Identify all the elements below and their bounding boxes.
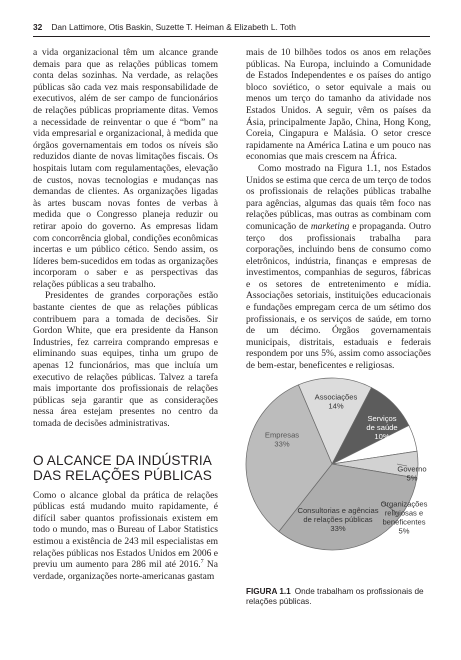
right-paragraph-1: mais de 10 bilhões todos os anos em relações públicas. Na Europa, incluindo a Comunidade de Estados Independentes e os países do antigo bloco soviético, o setor equivale a mais ou menos um terço do tamanho da atividade nos Estados Unidos. A seguir, vêm os países da Ásia, principalmente Japão, China, Hong Kong, Coreia, Cingapura e Malásia. O setor cresce rapidamente na América Latina e um pouco nas economias que mais crescem na África. [246,48,431,163]
pie-slice-label: Organizações religiosas e beneficentes 5% [380,499,428,536]
left-paragraph-3-text: Como o alcance global da prática de relações públicas está mudando muito rapidamente, é difícil saber quantos profissionais existem em todo o mundo, mas o Bureau of Labor Statistics estimou a existência de 243 mil especialistas em relações públicas nos Estados Unidos em 2006 e previu um aumento para 286 mil até 2016. [33,490,218,571]
figure-caption [246,587,431,607]
figure-caption-text: Onde trabalham os profissionais de relações públicas. [246,587,424,606]
left-column [33,48,218,583]
pie-slice-label: Associações 14% [314,392,358,411]
left-paragraph-1: a vida organizacional têm um alcance grande demais para que as relações públicas tomem conta delas sozinhas. Na verdade, as relações públicas são cada vez mais responsabilidade de executivos, além de ser campo de funcionários de relações públicas propriamente ditas. Vemos a necessidade de reinventar o que é “bom” na vida empresarial e organizacional, à medida que órgãos governamentais em todos os níveis são reduzidos diante de novas limitações fiscais. Os hospitais lutam com regulamentações, elevação de custos, novas tecnologias e mudanças nas demandas de clientes. As organizações ligadas às artes buscam novas fontes de verbas à medida que o Congresso planeja reduzir ou retirar apoio do governo. As empresas lidam com concorrência global, condições econômicas incertas e um público cético. Sendo assim, os líderes bem-sucedidos em todas as organizações incorporam o saber e as perspectivas das relações públicas a seu trabalho. [33,48,218,290]
page-number: 32 [33,22,43,32]
header-authors: Dan Lattimore, Otis Baskin, Suzette T. Heiman & Elizabeth L. Toth [51,22,296,32]
pie-slice-label: Consultorias e agências de relações públicas 33% [297,506,379,533]
header-rule [33,36,430,37]
right-column [246,48,431,373]
section-heading-line-2: DAS RELAÇÕES PÚBLICAS [33,468,212,484]
right-paragraph-2-a: Como mostrado na Figura 1.1, nos Estados Unidos se estima que cerca de um terço de todos os profissionais de relações públicas trabalhe para agências, algumas das quais têm foco nas relações públicas, mas outras as combinam com comunicação de [246,163,431,232]
right-paragraph-2-em: marketing [310,221,350,232]
right-paragraph-2 [246,164,431,373]
pie-slice-label: Empresas 33% [264,430,300,449]
footnote-ref: 7 [200,559,204,565]
pie-chart [234,352,434,582]
left-paragraph-2: Presidentes de grandes corporações estão bastante cientes de que as relações públicas contribuem para a tomada de decisões. Sir Gordon White, que era presidente da Hanson Industries, fez carreira comprando empresas e eliminando suas equipes, tinha um grupo de apenas 12 funcionários, mas que incluía um executivo de relações públicas. Talvez a tarefa mais importante dos profissionais de relações públicas seja garantir que as considerações nessa área estejam presentes no centro da tomada de decisões administrativas. [33,291,218,429]
figure-1-1 [234,352,434,582]
section-heading [33,453,218,484]
pie-slice-label: Serviços de saúde 10% [366,414,398,441]
left-paragraph-3 [33,491,218,584]
figure-label: FIGURA 1.1 [246,587,291,596]
running-header [33,20,433,34]
right-paragraph-2-b: e propaganda. Outro terço dos profissionais trabalha para corporações, incluindo bens de consumo como eletrônicos, indústria, finanças e empresas de investimentos, companhias de seguros, fábricas e os setores de entretenimento e mídia. Associações setoriais, instituições educacionais e fundações empregam cerca de um sétimo dos profissionais, e os serviços de saúde, em torno de um décimo. Órgãos governamentais municipais, distritais, estaduais e federais respondem por uns 5%, assim como associações de bem-estar, beneficentes e religiosas. [246,221,431,372]
left-paragraph-3-tail: Na verdade, organizações norte-americanas gastam [33,560,218,582]
pie-slice-label: Governo 5% [397,464,427,483]
section-heading-line-1: O ALCANCE DA INDÚSTRIA [33,452,212,468]
